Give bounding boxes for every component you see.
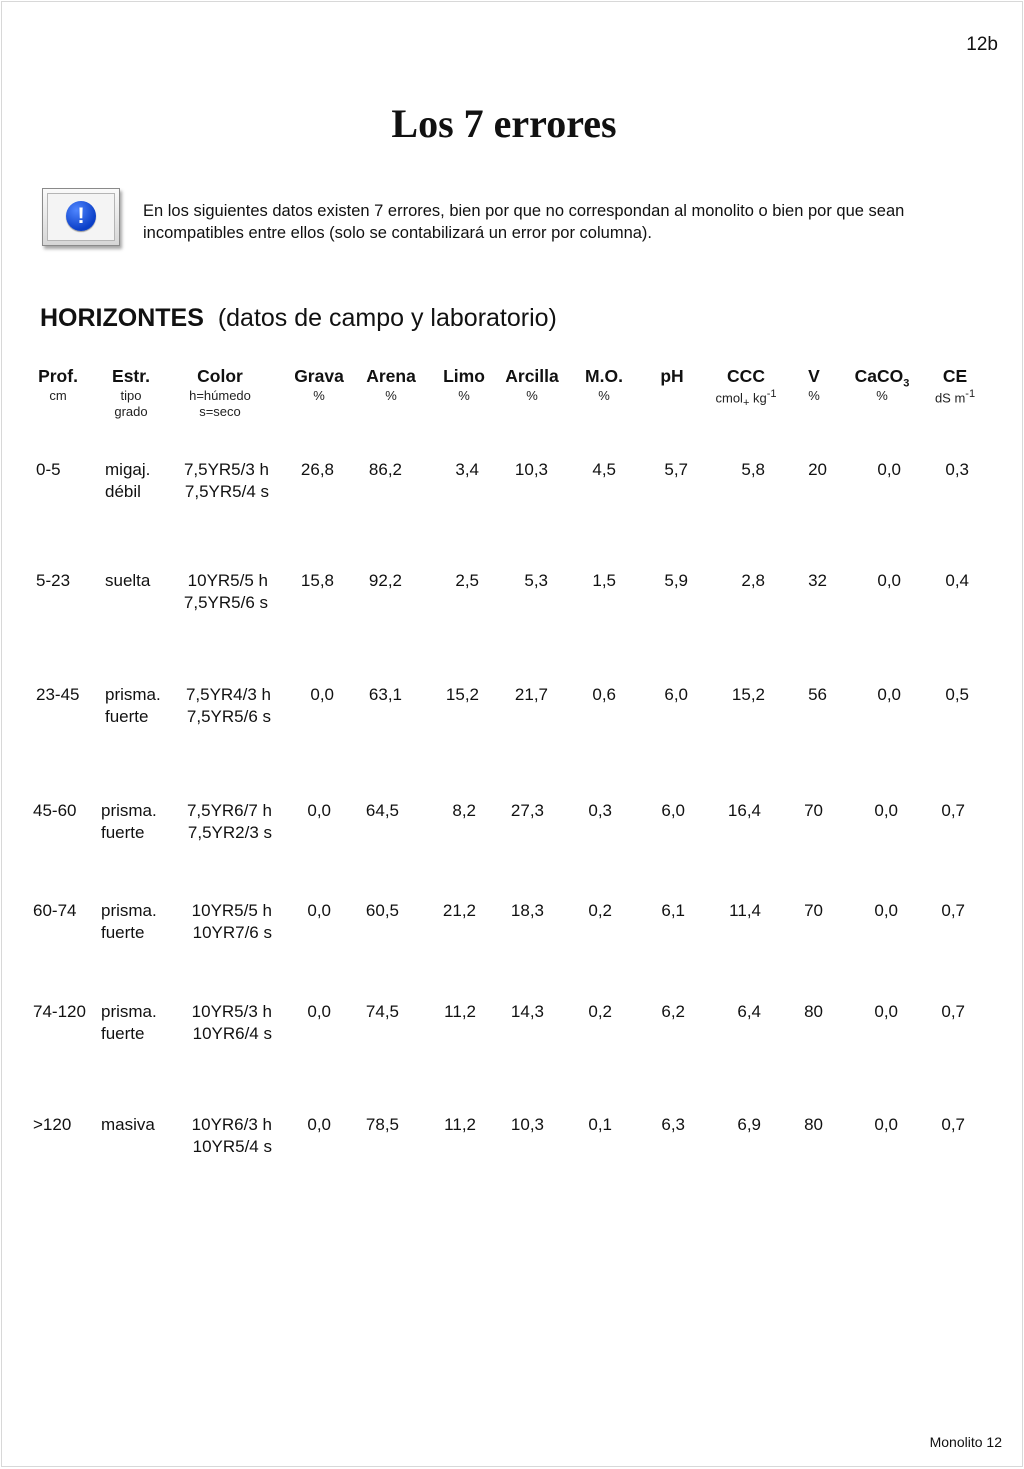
- column-header-color: Color: [197, 366, 243, 386]
- cell-arena: 92,2: [368, 571, 402, 590]
- cell-ce: 0,3: [945, 460, 969, 479]
- cell-grava: 0,0: [310, 685, 334, 704]
- cell-arena: 86,2: [368, 460, 402, 479]
- exclamation-alert-icon: !: [66, 201, 96, 231]
- cell-limo: 8,2: [452, 801, 476, 820]
- cell-estr-line1: prisma.: [105, 685, 161, 704]
- cell-prof: 0-5: [36, 460, 61, 479]
- cell-color-line2: 10YR7/6 s: [192, 923, 272, 942]
- cell-arena: 64,5: [365, 801, 399, 820]
- cell-arena: 60,5: [365, 901, 399, 920]
- section-title-bold: HORIZONTES: [40, 304, 204, 332]
- column-unit-arcilla: %: [526, 388, 538, 403]
- column-unit2-color: s=seco: [199, 404, 241, 419]
- cell-color-line2: 7,5YR2/3 s: [187, 823, 272, 842]
- cell-ph: 5,7: [664, 460, 688, 479]
- alert-box: [42, 188, 120, 246]
- cell-prof: 74-120: [33, 1002, 86, 1021]
- cell-v: 32: [808, 571, 827, 590]
- column-unit-arena: %: [385, 388, 397, 403]
- page-number: 12b: [966, 34, 998, 55]
- cell-arcilla: 10,3: [514, 460, 548, 479]
- column-unit-mo: %: [598, 388, 610, 403]
- cell-arcilla: 27,3: [510, 801, 544, 820]
- cell-estr-line1: masiva: [101, 1115, 155, 1134]
- cell-estr-line2: fuerte: [101, 823, 145, 842]
- cell-arcilla: 10,3: [510, 1115, 544, 1134]
- cell-limo: 15,2: [445, 685, 479, 704]
- cell-caco3: 0,0: [874, 801, 898, 820]
- cell-v: 80: [804, 1002, 823, 1021]
- cell-ccc: 16,4: [727, 801, 761, 820]
- cell-mo: 0,1: [588, 1115, 612, 1134]
- cell-color-line1: 7,5YR4/3 h: [185, 685, 271, 704]
- column-header-ph: pH: [660, 366, 684, 386]
- cell-color-line2: 7,5YR5/4 s: [184, 482, 269, 501]
- cell-estr-line1: migaj.: [105, 460, 151, 479]
- cell-arcilla: 14,3: [510, 1002, 544, 1021]
- cell-arena: 63,1: [368, 685, 402, 704]
- cell-arcilla: 21,7: [514, 685, 548, 704]
- page-title: Los 7 errores: [391, 101, 617, 146]
- cell-color-line2: 7,5YR5/6 s: [183, 593, 268, 612]
- cell-estr-line1: prisma.: [101, 801, 157, 820]
- cell-ph: 6,3: [661, 1115, 685, 1134]
- cell-ce: 0,7: [941, 1002, 965, 1021]
- cell-v: 56: [808, 685, 827, 704]
- cell-v: 70: [804, 801, 823, 820]
- cell-color-line1: 7,5YR5/3 h: [183, 460, 269, 479]
- cell-ce: 0,7: [941, 901, 965, 920]
- column-header-ccc: CCC: [727, 366, 765, 386]
- cell-color-line1: 10YR6/3 h: [191, 1115, 272, 1134]
- cell-ccc: 6,9: [737, 1115, 761, 1134]
- column-unit-color: h=húmedo: [189, 388, 251, 403]
- column-header-arena: Arena: [366, 366, 416, 386]
- column-header-arcilla: Arcilla: [505, 366, 559, 386]
- cell-mo: 0,2: [588, 901, 612, 920]
- cell-color-line1: 7,5YR6/7 h: [186, 801, 272, 820]
- cell-ccc: 5,8: [741, 460, 765, 479]
- document-page: [1, 1, 1023, 1467]
- cell-ccc: 11,4: [729, 901, 761, 920]
- cell-color-line2: 7,5YR5/6 s: [186, 707, 271, 726]
- cell-grava: 26,8: [300, 460, 334, 479]
- cell-estr-line2: fuerte: [105, 707, 149, 726]
- cell-mo: 0,6: [592, 685, 616, 704]
- cell-prof: 23-45: [36, 685, 80, 704]
- cell-ce: 0,4: [945, 571, 969, 590]
- cell-caco3: 0,0: [874, 1002, 898, 1021]
- cell-estr-line2: fuerte: [101, 1024, 145, 1043]
- section-title-rest: (datos de campo y laboratorio): [217, 304, 557, 332]
- cell-prof: >120: [33, 1115, 72, 1134]
- cell-estr-line1: prisma.: [101, 901, 157, 920]
- cell-arena: 74,5: [365, 1002, 399, 1021]
- cell-caco3: 0,0: [877, 571, 901, 590]
- column-unit-ccc: cmol$_+$ $kg^{-1}$: [715, 388, 777, 409]
- cell-caco3: 0,0: [877, 460, 901, 479]
- cell-ccc: 15,2: [731, 685, 765, 704]
- cell-mo: 0,3: [588, 801, 612, 820]
- cell-grava: 15,8: [300, 571, 334, 590]
- cell-prof: 45-60: [33, 801, 77, 820]
- cell-color-line1: 10YR5/5 h: [191, 901, 272, 920]
- column-header-limo: Limo: [443, 366, 485, 386]
- cell-ce: 0,5: [945, 685, 969, 704]
- cell-color-line2: 10YR6/4 s: [192, 1024, 272, 1043]
- cell-limo: 11,2: [444, 1002, 476, 1021]
- cell-v: 80: [804, 1115, 823, 1134]
- cell-v: 20: [808, 460, 827, 479]
- cell-arena: 78,5: [365, 1115, 399, 1134]
- cell-color-line2: 10YR5/4 s: [192, 1137, 272, 1156]
- cell-estr-line1: suelta: [105, 571, 151, 590]
- cell-limo: 3,4: [455, 460, 479, 479]
- cell-ph: 6,0: [664, 685, 688, 704]
- column-unit-v: %: [808, 388, 820, 403]
- column-unit-grava: %: [313, 388, 325, 403]
- cell-ph: 6,2: [661, 1002, 685, 1021]
- column-unit-estr: tipo: [120, 388, 142, 403]
- cell-ph: 6,1: [661, 901, 685, 920]
- cell-ce: 0,7: [941, 801, 965, 820]
- column-unit-prof: cm: [49, 388, 67, 403]
- cell-ph: 5,9: [664, 571, 688, 590]
- column-header-ce: CE: [942, 366, 968, 386]
- footer-label: Monolito 12: [929, 1434, 1002, 1450]
- cell-caco3: 0,0: [877, 685, 901, 704]
- column-header-grava: Grava: [294, 366, 344, 386]
- cell-grava: 0,0: [307, 901, 331, 920]
- column-unit-limo: %: [458, 388, 470, 403]
- column-header-estr: Estr.: [112, 366, 150, 386]
- cell-arcilla: 5,3: [524, 571, 548, 590]
- cell-mo: 1,5: [592, 571, 616, 590]
- column-unit2-estr: grado: [114, 404, 148, 419]
- cell-caco3: 0,0: [874, 901, 898, 920]
- cell-prof: 5-23: [36, 571, 71, 590]
- cell-ccc: 6,4: [737, 1002, 761, 1021]
- cell-mo: 0,2: [588, 1002, 612, 1021]
- section-title: [40, 304, 557, 333]
- cell-color-line1: 10YR5/3 h: [191, 1002, 272, 1021]
- intro-text: En los siguientes datos existen 7 errores, bien por que no correspondan al monolito o bien por que sean incompatibles entre ellos (solo se contabilizará un error por columna).: [143, 202, 905, 242]
- cell-grava: 0,0: [307, 801, 331, 820]
- cell-estr-line2: fuerte: [101, 923, 145, 942]
- column-header-v: V: [808, 366, 820, 386]
- cell-estr-line2: débil: [105, 482, 141, 501]
- cell-estr-line1: prisma.: [101, 1002, 157, 1021]
- cell-limo: 11,2: [444, 1115, 476, 1134]
- cell-caco3: 0,0: [874, 1115, 898, 1134]
- cell-ccc: 2,8: [741, 571, 765, 590]
- cell-limo: 21,2: [442, 901, 476, 920]
- cell-grava: 0,0: [307, 1002, 331, 1021]
- cell-v: 70: [804, 901, 823, 920]
- cell-grava: 0,0: [307, 1115, 331, 1134]
- cell-arcilla: 18,3: [510, 901, 544, 920]
- column-unit-caco3: %: [876, 388, 888, 403]
- cell-mo: 4,5: [592, 460, 616, 479]
- cell-limo: 2,5: [455, 571, 479, 590]
- cell-ce: 0,7: [941, 1115, 965, 1134]
- cell-prof: 60-74: [33, 901, 77, 920]
- column-header-prof: Prof.: [38, 366, 78, 386]
- column-unit-ce: dS $m^{-1}$: [934, 388, 976, 406]
- column-header-caco3: CaCO$_3$: [854, 366, 910, 390]
- cell-ph: 6,0: [661, 801, 685, 820]
- column-header-mo: M.O.: [585, 366, 623, 386]
- cell-color-line1: 10YR5/5 h: [187, 571, 268, 590]
